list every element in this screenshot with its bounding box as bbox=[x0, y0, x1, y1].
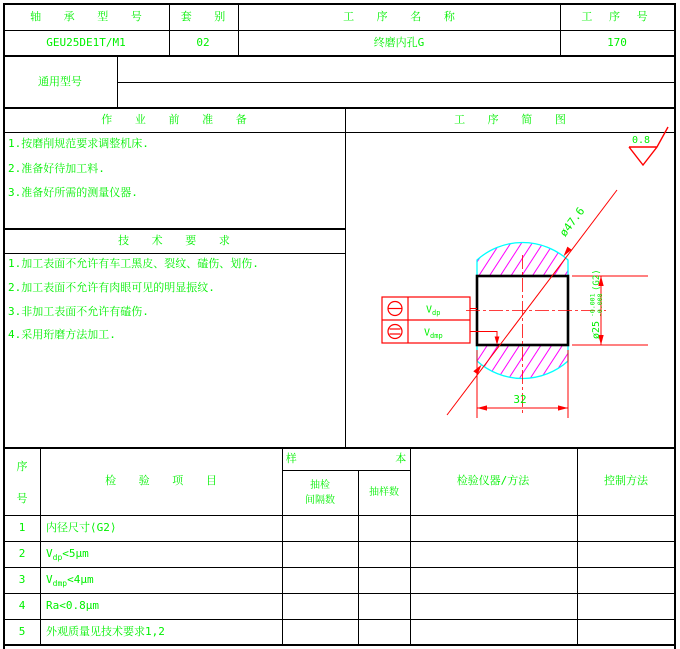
check-row-number: 3 bbox=[18, 573, 26, 586]
check-row-item: 内径尺寸⟨G2⟩ bbox=[46, 521, 117, 534]
seq-header-top: 序 bbox=[16, 460, 28, 473]
svg-text:ø25: ø25 bbox=[591, 320, 602, 339]
tech-item-2: 2.加工表面不允许有肉眼可见的明显振纹. bbox=[8, 281, 215, 294]
leader-line bbox=[470, 332, 497, 338]
grid-line bbox=[3, 447, 676, 449]
arrowhead bbox=[477, 405, 487, 410]
sampling-interval-header-line2: 间隔数 bbox=[305, 495, 335, 506]
prep-item-3: 3.准备好所需的测量仪器. bbox=[8, 186, 138, 199]
control-method-header: 控制方法 bbox=[604, 474, 648, 487]
grid-line bbox=[117, 82, 676, 83]
tech-item-3: 3.非加工表面不允许有磕伤. bbox=[8, 305, 149, 318]
process-sketch-drawing bbox=[346, 125, 676, 446]
sample-count-header: 抽样数 bbox=[369, 487, 399, 498]
process-no-label: 工 序 号 bbox=[581, 10, 653, 23]
width-dim-text: 32 bbox=[513, 393, 527, 406]
sphere-dim-text: ø47.6 bbox=[557, 204, 588, 240]
check-row-item: $V_{dmp}<4\mu m$ bbox=[46, 573, 94, 589]
arrowhead bbox=[558, 405, 568, 410]
grid-line bbox=[3, 541, 676, 542]
prep-title: 作 业 前 准 备 bbox=[101, 113, 255, 126]
check-row-item: 外观质量见技术要求1,2 bbox=[46, 625, 165, 638]
bore-dim-text bbox=[589, 269, 605, 339]
grid-line bbox=[282, 447, 283, 644]
grid-line bbox=[3, 30, 676, 31]
bearing-model-label: 轴 承 型 号 bbox=[30, 10, 150, 23]
grid-line bbox=[40, 447, 41, 644]
grid-line bbox=[577, 447, 578, 644]
process-no-value: 170 bbox=[607, 36, 627, 49]
sample-header: 样 本 bbox=[285, 452, 453, 465]
ring-type-label: 套 别 bbox=[180, 10, 234, 23]
grid-line bbox=[410, 447, 411, 644]
grid-line bbox=[3, 253, 345, 254]
check-row-number: 4 bbox=[18, 599, 26, 612]
check-row-number: 1 bbox=[18, 521, 26, 534]
svg-text:-0.008: -0.008 bbox=[596, 293, 604, 317]
grid-line bbox=[282, 470, 410, 471]
grid-line bbox=[3, 567, 676, 568]
seq-header-bottom: 号 bbox=[16, 492, 28, 505]
circle-equals-icon bbox=[388, 325, 402, 339]
grid-line bbox=[358, 470, 359, 644]
vdmp-label: $V_{dmp}$ bbox=[424, 327, 443, 340]
grid-line bbox=[560, 3, 561, 55]
grid-line bbox=[238, 3, 239, 55]
grid-line bbox=[3, 593, 676, 594]
sampling-interval-header-line1: 抽检 bbox=[310, 480, 330, 491]
sketch-title: 工 序 简 图 bbox=[454, 113, 574, 126]
instrument-header: 检验仪器/方法 bbox=[456, 474, 530, 487]
ring-type-value: 02 bbox=[196, 36, 210, 49]
bearing-model-value: GEU25DE1T/M1 bbox=[46, 36, 126, 49]
prep-item-1: 1.按磨削规范要求调整机床. bbox=[8, 137, 149, 150]
vdp-label: $V_{dp}$ bbox=[426, 304, 441, 317]
roughness-value: 0.8 bbox=[631, 135, 651, 146]
process-name-value: 终磨内孔G bbox=[373, 36, 425, 49]
roughness-icon bbox=[629, 127, 668, 165]
grid-line bbox=[169, 3, 170, 55]
tech-item-1: 1.加工表面不允许有车工黑皮、裂纹、磕伤、划伤. bbox=[8, 257, 259, 270]
check-row-number: 5 bbox=[18, 625, 26, 638]
border-top bbox=[3, 3, 676, 5]
circle-minus-icon bbox=[388, 302, 402, 316]
svg-text:-0.001: -0.001 bbox=[588, 293, 597, 317]
grid-line bbox=[3, 228, 345, 230]
check-row-item: $V_{dp}<5\mu m$ bbox=[46, 547, 89, 563]
tech-title: 技 术 要 求 bbox=[118, 234, 238, 247]
tech-item-4: 4.采用珩磨方法加工. bbox=[8, 328, 116, 341]
grid-line bbox=[3, 107, 676, 109]
general-model-label: 通用型号 bbox=[38, 75, 82, 88]
check-row-item: Ra<0.8μm bbox=[46, 599, 99, 612]
grid-line bbox=[117, 55, 118, 107]
grid-line bbox=[3, 55, 676, 57]
check-row-number: 2 bbox=[18, 547, 26, 560]
check-item-header: 检 验 项 目 bbox=[105, 474, 225, 487]
process-name-label: 工 序 名 称 bbox=[343, 10, 463, 23]
svg-text:⟨G2⟩: ⟨G2⟩ bbox=[592, 269, 602, 291]
prep-item-2: 2.准备好待加工料. bbox=[8, 162, 105, 175]
